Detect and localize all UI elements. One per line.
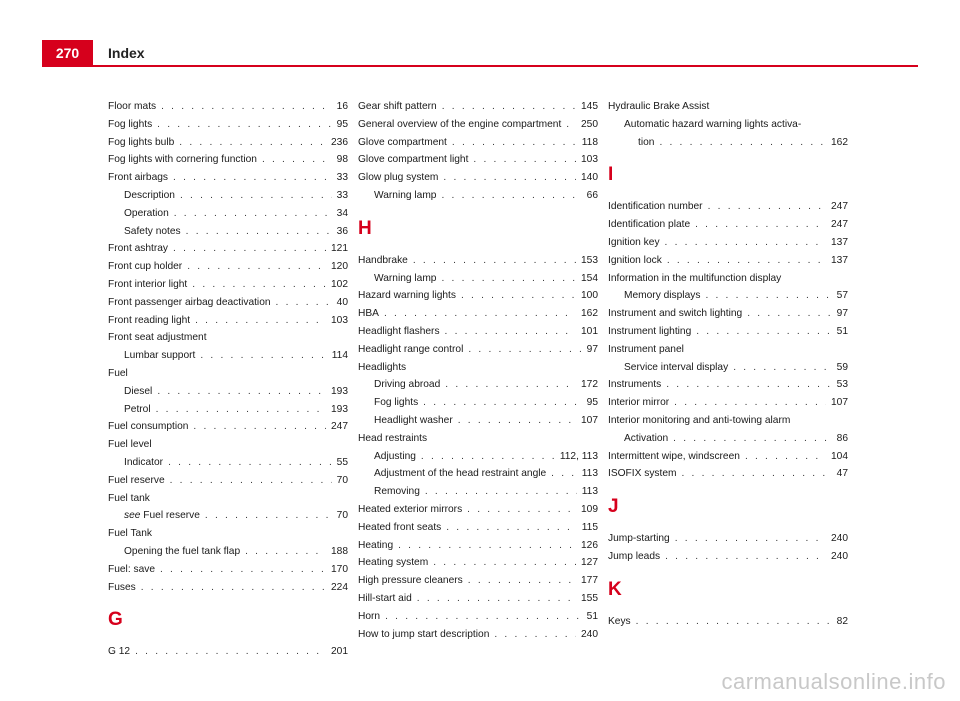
entry-label: Jump leads xyxy=(608,550,661,562)
index-entry xyxy=(358,341,598,359)
index-column-3 xyxy=(608,98,848,631)
leader-dots xyxy=(398,537,576,555)
page-reference: 114 xyxy=(331,350,348,362)
page-reference: 82 xyxy=(836,615,848,627)
entry-label: Jump-starting xyxy=(608,533,670,545)
index-entry xyxy=(108,187,348,205)
index-entry xyxy=(608,613,848,631)
index-entry xyxy=(358,116,598,134)
index-entry xyxy=(108,116,348,134)
index-entry xyxy=(108,151,348,169)
entry-label: Opening the fuel tank flap xyxy=(124,545,241,557)
entry-label: Heating system xyxy=(358,557,429,569)
entry-label: G 12 xyxy=(108,646,131,658)
index-heading: Information in the multifunction display xyxy=(608,272,782,284)
leader-dots xyxy=(461,287,576,305)
index-entry xyxy=(358,394,598,412)
leader-dots xyxy=(673,430,831,448)
entry-label: Ignition key xyxy=(608,236,660,248)
index-entry xyxy=(108,507,348,525)
leader-dots xyxy=(160,561,326,579)
page-reference: 172 xyxy=(581,379,598,391)
entry-label: Headlight flashers xyxy=(358,325,440,337)
leader-dots xyxy=(705,287,831,305)
index-entry xyxy=(108,579,348,597)
entry-label: How to jump start description xyxy=(358,628,490,640)
page-reference: 140 xyxy=(581,172,598,184)
page-number: 270 xyxy=(42,40,93,66)
leader-dots xyxy=(170,472,332,490)
page-reference: 57 xyxy=(836,290,848,302)
leader-dots xyxy=(446,519,577,537)
leader-dots xyxy=(441,187,581,205)
entry-label: Identification number xyxy=(608,201,703,213)
entry-label: Diesel xyxy=(124,385,153,397)
leader-dots xyxy=(157,116,331,134)
entry-label: Glove compartment light xyxy=(358,154,469,166)
index-entry xyxy=(358,305,598,323)
page-reference: 107 xyxy=(831,397,848,409)
entry-label: ISOFIX system xyxy=(608,468,677,480)
page-reference: 95 xyxy=(336,118,348,130)
entry-label: tion xyxy=(638,136,655,148)
leader-dots xyxy=(245,543,326,561)
leader-dots xyxy=(443,169,576,187)
entry-label: Fuel reserve xyxy=(108,474,165,486)
leader-dots xyxy=(161,98,332,116)
entry-label: HBA xyxy=(358,308,379,320)
entry-label: Keys xyxy=(608,615,631,627)
page-reference: 193 xyxy=(331,385,348,397)
entry-label: Fog lights xyxy=(108,118,153,130)
entry-label: Identification plate xyxy=(608,219,691,231)
page-reference: 97 xyxy=(836,308,848,320)
leader-dots xyxy=(745,448,826,466)
index-entry xyxy=(358,465,598,483)
index-entry xyxy=(608,359,848,377)
index-entry xyxy=(358,134,598,152)
page-reference: 236 xyxy=(331,136,348,148)
index-entry xyxy=(358,501,598,519)
page-reference: 40 xyxy=(336,296,348,308)
page-reference: 247 xyxy=(831,219,848,231)
index-heading: Interior monitoring and anti-towing alarm xyxy=(608,414,791,426)
index-entry xyxy=(108,223,348,241)
page-reference: 101 xyxy=(581,325,598,337)
leader-dots xyxy=(659,134,826,152)
index-column-2 xyxy=(358,98,598,643)
page-reference: 137 xyxy=(831,236,848,248)
entry-label: Indicator xyxy=(124,456,164,468)
index-entry xyxy=(108,472,348,490)
entry-label: Petrol xyxy=(124,403,151,415)
page-reference: 86 xyxy=(836,432,848,444)
leader-dots xyxy=(205,507,332,525)
page-reference: 170 xyxy=(331,563,348,575)
index-heading: Automatic hazard warning lights activa- xyxy=(624,118,802,130)
index-entry xyxy=(108,312,348,330)
index-entry xyxy=(108,401,348,419)
entry-label: Instrument lighting xyxy=(608,325,692,337)
leader-dots xyxy=(193,418,326,436)
entry-label: Adjusting xyxy=(374,450,416,462)
index-entry xyxy=(358,323,598,341)
leader-dots xyxy=(425,483,577,501)
index-heading: Instrument panel xyxy=(608,343,684,355)
index-heading: Front seat adjustment xyxy=(108,332,207,344)
leader-dots xyxy=(421,448,555,466)
page-reference: 155 xyxy=(581,592,598,604)
leader-dots xyxy=(667,252,826,270)
index-entry xyxy=(358,590,598,608)
page-reference: 153 xyxy=(581,254,598,266)
leader-dots xyxy=(200,347,326,365)
page-reference: 100 xyxy=(581,290,598,302)
index-entry xyxy=(608,323,848,341)
entry-label: Glove compartment xyxy=(358,136,447,148)
page-reference: 162 xyxy=(831,136,848,148)
entry-label: Service interval display xyxy=(624,361,729,373)
entry-label: Heated exterior mirrors xyxy=(358,503,463,515)
entry-label: Warning lamp xyxy=(374,189,437,201)
page-reference: 107 xyxy=(581,414,598,426)
entry-label: Interior mirror xyxy=(608,397,670,409)
index-entry xyxy=(108,169,348,187)
entry-label: Horn xyxy=(358,610,381,622)
index-entry xyxy=(608,465,848,483)
index-entry xyxy=(108,98,348,116)
section-letter: G xyxy=(108,609,123,631)
leader-dots xyxy=(195,312,326,330)
page-reference: 113 xyxy=(581,468,598,480)
index-entry xyxy=(108,643,348,661)
leader-dots xyxy=(174,205,332,223)
entry-label: Instruments xyxy=(608,379,662,391)
page-title: Index xyxy=(108,45,145,61)
leader-dots xyxy=(187,258,326,276)
page-reference: 121 xyxy=(331,243,348,255)
entry-label: Fog lights with cornering function xyxy=(108,154,257,166)
index-entry xyxy=(358,519,598,537)
page-reference: 59 xyxy=(836,361,848,373)
leader-dots xyxy=(675,530,826,548)
index-entry xyxy=(358,608,598,626)
index-entry xyxy=(108,454,348,472)
leader-dots xyxy=(468,572,576,590)
page-reference: 145 xyxy=(581,101,598,112)
index-entry xyxy=(358,483,598,501)
index-entry xyxy=(608,198,848,216)
page-reference: 201 xyxy=(331,646,348,658)
entry-label: Headlight washer xyxy=(374,414,453,426)
page-reference: 98 xyxy=(336,154,348,166)
leader-dots xyxy=(708,198,826,216)
page-reference: 127 xyxy=(581,557,598,569)
index-entry xyxy=(608,530,848,548)
page-reference: 240 xyxy=(831,533,848,545)
leader-dots xyxy=(442,98,576,116)
entry-label: Hazard warning lights xyxy=(358,290,456,302)
entry-label: Fog lights bulb xyxy=(108,136,175,148)
leader-dots xyxy=(141,579,326,597)
page-reference: 55 xyxy=(336,456,348,468)
page-reference: 193 xyxy=(331,403,348,415)
entry-label: Handbrake xyxy=(358,254,408,266)
entry-label: Heating xyxy=(358,539,394,551)
leader-dots xyxy=(157,383,326,401)
page-reference: 162 xyxy=(581,308,598,320)
leader-dots xyxy=(135,643,326,661)
entry-label: Removing xyxy=(374,486,420,498)
leader-dots xyxy=(665,548,826,566)
index-heading: Fuel level xyxy=(108,439,152,451)
page-reference: 102 xyxy=(331,278,348,290)
page-reference: 95 xyxy=(586,397,598,409)
entry-label: Ignition lock xyxy=(608,254,662,266)
page-reference: 16 xyxy=(336,101,348,112)
leader-dots xyxy=(682,465,832,483)
page-reference: 115 xyxy=(581,521,598,533)
see-reference: see xyxy=(124,510,141,522)
entry-label: Front cup holder xyxy=(108,261,183,273)
entry-label: Fuel: save xyxy=(108,563,155,575)
index-entry xyxy=(608,216,848,234)
entry-label: Hill-start aid xyxy=(358,592,412,604)
page-reference: 51 xyxy=(836,325,848,337)
section-letter: K xyxy=(608,578,622,600)
leader-dots xyxy=(467,501,576,519)
index-heading: Hydraulic Brake Assist xyxy=(608,101,710,112)
page-reference: 109 xyxy=(581,503,598,515)
page-reference: 33 xyxy=(336,172,348,184)
leader-dots xyxy=(468,341,581,359)
leader-dots xyxy=(747,305,831,323)
page-reference: 250 xyxy=(581,118,598,130)
leader-dots xyxy=(665,234,826,252)
page-reference: 70 xyxy=(336,510,348,522)
watermark: carmanualsonline.info xyxy=(721,669,946,694)
entry-label: Operation xyxy=(124,207,169,219)
index-heading: Head restraints xyxy=(358,432,428,444)
leader-dots xyxy=(433,554,576,572)
index-entry xyxy=(108,134,348,152)
index-heading: Fuel Tank xyxy=(108,528,152,540)
leader-dots xyxy=(445,323,576,341)
leader-dots xyxy=(494,626,576,644)
index-entry xyxy=(358,448,598,466)
section-letter: H xyxy=(358,217,372,239)
index-entry xyxy=(108,205,348,223)
index-entry xyxy=(358,151,598,169)
leader-dots xyxy=(186,223,332,241)
leader-dots xyxy=(452,134,577,152)
index-entry xyxy=(358,252,598,270)
page-reference: 177 xyxy=(581,575,598,587)
page-reference: 247 xyxy=(831,201,848,213)
index-column-1 xyxy=(108,98,348,661)
entry-label: Glow plug system xyxy=(358,172,439,184)
index-entry xyxy=(358,412,598,430)
page-reference: 36 xyxy=(336,225,348,237)
page-reference: 103 xyxy=(581,154,598,166)
entry-label: Floor mats xyxy=(108,101,157,112)
entry-label: Front interior light xyxy=(108,278,188,290)
entry-label: Instrument and switch lighting xyxy=(608,308,743,320)
index-entry xyxy=(608,376,848,394)
index-entry xyxy=(108,561,348,579)
page-reference: 33 xyxy=(336,189,348,201)
leader-dots xyxy=(156,401,326,419)
entry-label: Front airbags xyxy=(108,172,169,184)
index-entry xyxy=(358,554,598,572)
index-entry xyxy=(358,287,598,305)
see-target: Fuel reserve xyxy=(140,510,200,522)
index-entry xyxy=(108,294,348,312)
page-reference: 103 xyxy=(331,314,348,326)
index-entry xyxy=(608,234,848,252)
entry-label: Lumbar support xyxy=(124,350,196,362)
index-entry xyxy=(358,572,598,590)
index-entry xyxy=(358,98,598,116)
section-letter: I xyxy=(608,164,614,186)
page-header xyxy=(0,0,960,68)
page-reference: 113 xyxy=(581,486,598,498)
entry-label: Description xyxy=(124,189,175,201)
index-entry xyxy=(608,252,848,270)
entry-label: Intermittent wipe, windscreen xyxy=(608,450,740,462)
leader-dots xyxy=(192,276,326,294)
leader-dots xyxy=(666,376,831,394)
index-entry xyxy=(358,270,598,288)
page-reference: 51 xyxy=(586,610,598,622)
index-entry xyxy=(358,537,598,555)
page-reference: 154 xyxy=(581,272,598,284)
index-entry xyxy=(358,187,598,205)
entry-label: Front reading light xyxy=(108,314,191,326)
leader-dots xyxy=(276,294,332,312)
leader-dots xyxy=(262,151,332,169)
leader-dots xyxy=(674,394,826,412)
page-reference: 66 xyxy=(586,189,598,201)
entry-label: Front ashtray xyxy=(108,243,169,255)
header-divider xyxy=(42,65,918,67)
index-heading: Fuel tank xyxy=(108,492,150,504)
page-reference: 188 xyxy=(331,545,348,557)
leader-dots xyxy=(173,240,326,258)
section-letter: J xyxy=(608,496,619,518)
index-heading: Fuel xyxy=(108,367,128,379)
leader-dots xyxy=(636,613,832,631)
entry-label: Memory displays xyxy=(624,290,701,302)
leader-dots xyxy=(168,454,332,472)
index-entry xyxy=(108,418,348,436)
leader-dots xyxy=(413,252,576,270)
leader-dots xyxy=(179,134,326,152)
index-entry xyxy=(608,430,848,448)
leader-dots xyxy=(423,394,581,412)
entry-label: Headlight range control xyxy=(358,343,464,355)
index-entry xyxy=(108,347,348,365)
page-reference: 70 xyxy=(336,474,348,486)
index-entry xyxy=(358,376,598,394)
page-reference: 120 xyxy=(331,261,348,273)
page-reference: 247 xyxy=(331,421,348,433)
index-entry xyxy=(108,276,348,294)
leader-dots xyxy=(473,151,576,169)
index-entry xyxy=(608,305,848,323)
entry-label: Fuel consumption xyxy=(108,421,189,433)
leader-dots xyxy=(566,116,576,134)
page-reference: 47 xyxy=(836,468,848,480)
index-heading: Headlights xyxy=(358,361,407,373)
index-entry xyxy=(608,448,848,466)
entry-label: Fuses xyxy=(108,581,136,593)
leader-dots xyxy=(733,359,831,377)
entry-label: Fog lights xyxy=(374,397,419,409)
index-entry xyxy=(358,169,598,187)
leader-dots xyxy=(180,187,332,205)
page-reference: 118 xyxy=(581,136,598,148)
entry-label: Adjustment of the head restraint angle xyxy=(374,468,547,480)
index-entry xyxy=(608,287,848,305)
page-reference: 112, 113 xyxy=(559,450,598,462)
entry-label: Warning lamp xyxy=(374,272,437,284)
index-entry xyxy=(108,543,348,561)
page-reference: 137 xyxy=(831,254,848,266)
leader-dots xyxy=(445,376,576,394)
entry-label: General overview of the engine compartment xyxy=(358,118,562,130)
leader-dots xyxy=(695,216,826,234)
index-entry xyxy=(608,134,848,152)
leader-dots xyxy=(458,412,576,430)
page-reference: 240 xyxy=(581,628,598,640)
page-reference: 224 xyxy=(331,581,348,593)
leader-dots xyxy=(696,323,831,341)
leader-dots xyxy=(551,465,577,483)
index-entry xyxy=(108,258,348,276)
entry-label: Front passenger airbag deactivation xyxy=(108,296,271,308)
leader-dots xyxy=(173,169,332,187)
page-reference: 240 xyxy=(831,550,848,562)
entry-label: Safety notes xyxy=(124,225,181,237)
entry-label: Heated front seats xyxy=(358,521,442,533)
index-entry xyxy=(608,394,848,412)
page-reference: 34 xyxy=(336,207,348,219)
page-reference: 126 xyxy=(581,539,598,551)
leader-dots xyxy=(417,590,576,608)
page-reference: 53 xyxy=(836,379,848,391)
page-reference: 104 xyxy=(831,450,848,462)
leader-dots xyxy=(384,305,576,323)
index-entry xyxy=(358,626,598,644)
leader-dots xyxy=(385,608,582,626)
entry-label: Driving abroad xyxy=(374,379,441,391)
entry-label xyxy=(124,507,200,525)
index-entry xyxy=(608,548,848,566)
leader-dots xyxy=(441,270,576,288)
entry-label: Activation xyxy=(624,432,669,444)
index-entry xyxy=(108,383,348,401)
entry-label: Gear shift pattern xyxy=(358,101,437,112)
page-reference: 97 xyxy=(586,343,598,355)
entry-label: High pressure cleaners xyxy=(358,575,463,587)
index-entry xyxy=(108,240,348,258)
